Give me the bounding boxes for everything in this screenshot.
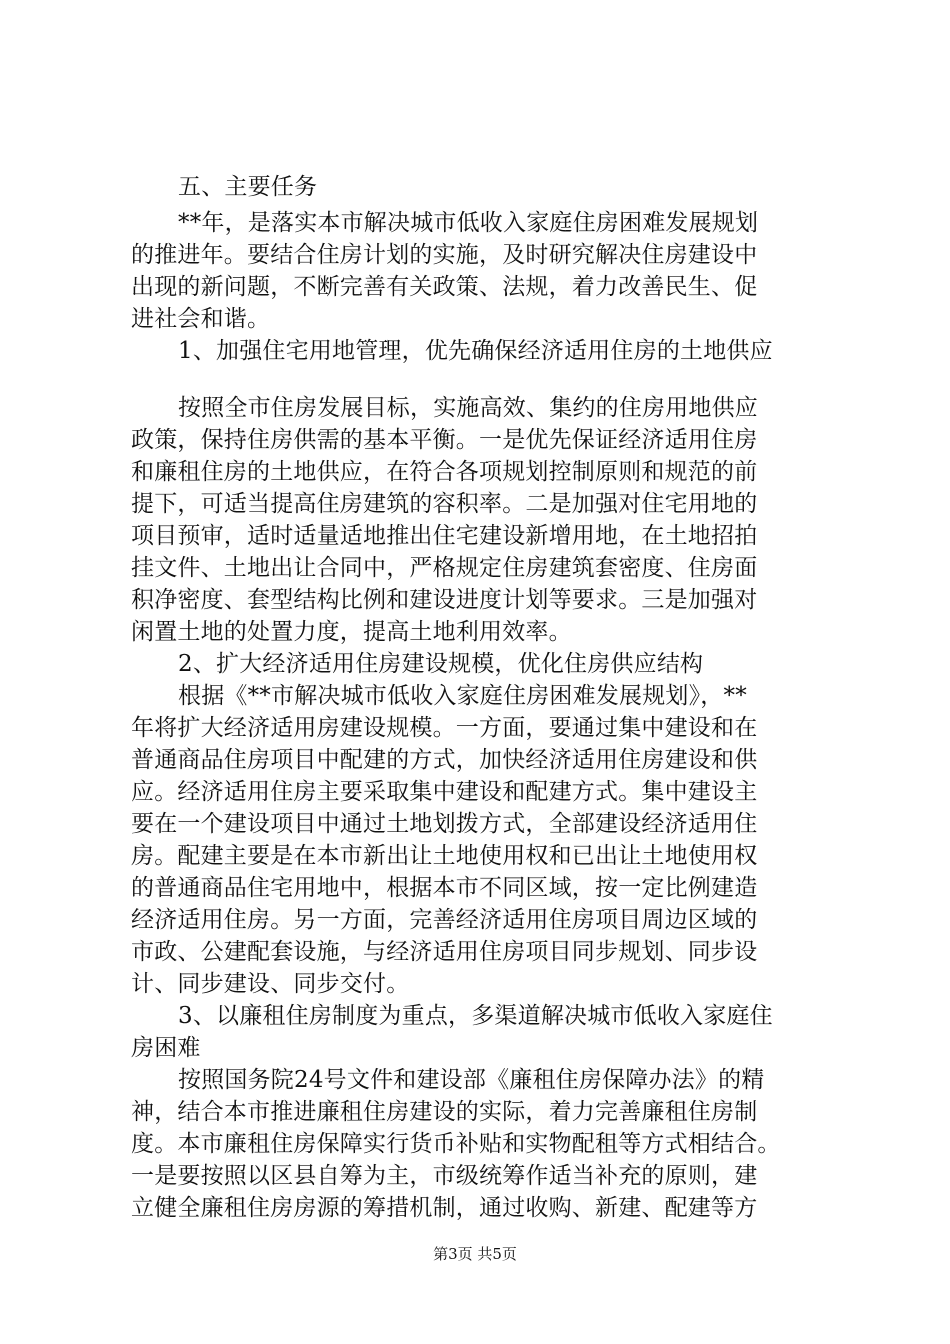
paragraph-line: 计、同步建设、同步交付。 <box>131 971 410 997</box>
section-heading: 五、主要任务 <box>178 174 318 200</box>
subsection-heading: 2、扩大经济适用住房建设规模，优化住房供应结构 <box>178 651 704 677</box>
paragraph-line: 进社会和谐。 <box>131 306 271 332</box>
paragraph-line: **年，是落实本市解决城市低收入家庭住房困难发展规划 <box>178 210 759 236</box>
paragraph-line: 的普通商品住宅用地中，根据本市不同区域，按一定比例建造 <box>131 875 758 901</box>
paragraph-line: 和廉租住房的土地供应，在符合各项规划控制原则和规范的前 <box>131 459 758 485</box>
paragraph-line: 要在一个建设项目中通过土地划拨方式，全部建设经济适用住 <box>131 811 758 837</box>
paragraph-line: 提下，可适当提高住房建筑的容积率。二是加强对住宅用地的 <box>131 491 758 517</box>
subsection-heading: 1、加强住宅用地管理，优先确保经济适用住房的土地供应 <box>178 338 773 364</box>
subsection-heading: 3、以廉租住房制度为重点，多渠道解决城市低收入家庭住 <box>178 1003 773 1029</box>
paragraph-line: 政策，保持住房供需的基本平衡。一是优先保证经济适用住房 <box>131 427 758 453</box>
paragraph-line: 按照全市住房发展目标，实施高效、集约的住房用地供应 <box>178 395 758 421</box>
paragraph-line: 神，结合本市推进廉租住房建设的实际，着力完善廉租住房制 <box>131 1099 758 1125</box>
paragraph-line: 经济适用住房。另一方面，完善经济适用住房项目周边区域的 <box>131 907 758 933</box>
paragraph-line: 房。配建主要是在本市新出让土地使用权和已出让土地使用权 <box>131 843 758 869</box>
paragraph-line: 年将扩大经济适用房建设规模。一方面，要通过集中建设和在 <box>131 715 758 741</box>
paragraph-line: 市政、公建配套设施，与经济适用住房项目同步规划、同步设 <box>131 939 758 965</box>
paragraph-line: 项目预审，适时适量适地推出住宅建设新增用地，在土地招拍 <box>131 523 758 549</box>
paragraph-line: 应。经济适用住房主要采取集中建设和配建方式。集中建设主 <box>131 779 758 805</box>
paragraph-line: 积净密度、套型结构比例和建设进度计划等要求。三是加强对 <box>131 587 758 613</box>
paragraph-line: 挂文件、土地出让合同中，严格规定住房建筑套密度、住房面 <box>131 555 758 581</box>
paragraph-line: 度。本市廉租住房保障实行货币补贴和实物配租等方式相结合。 <box>131 1131 781 1157</box>
subsection-heading-continuation: 房困难 <box>131 1035 201 1061</box>
paragraph-line: 的推进年。要结合住房计划的实施，及时研究解决住房建设中 <box>131 242 758 268</box>
page-number-footer: 第3页 共5页 <box>433 1245 517 1263</box>
paragraph-line: 闲置土地的处置力度，提高土地利用效率。 <box>131 619 572 645</box>
paragraph-line: 根据《**市解决城市低收入家庭住房困难发展规划》，** <box>178 683 747 709</box>
paragraph-line: 出现的新问题，不断完善有关政策、法规，着力改善民生、促 <box>131 274 758 300</box>
paragraph-line: 普通商品住房项目中配建的方式，加快经济适用住房建设和供 <box>131 747 758 773</box>
paragraph-line: 一是要按照以区县自筹为主，市级统筹作适当补充的原则，建 <box>131 1163 758 1189</box>
paragraph-line: 立健全廉租住房房源的筹措机制，通过收购、新建、配建等方 <box>131 1195 758 1221</box>
paragraph-line: 按照国务院24号文件和建设部《廉租住房保障办法》的精 <box>178 1067 765 1093</box>
